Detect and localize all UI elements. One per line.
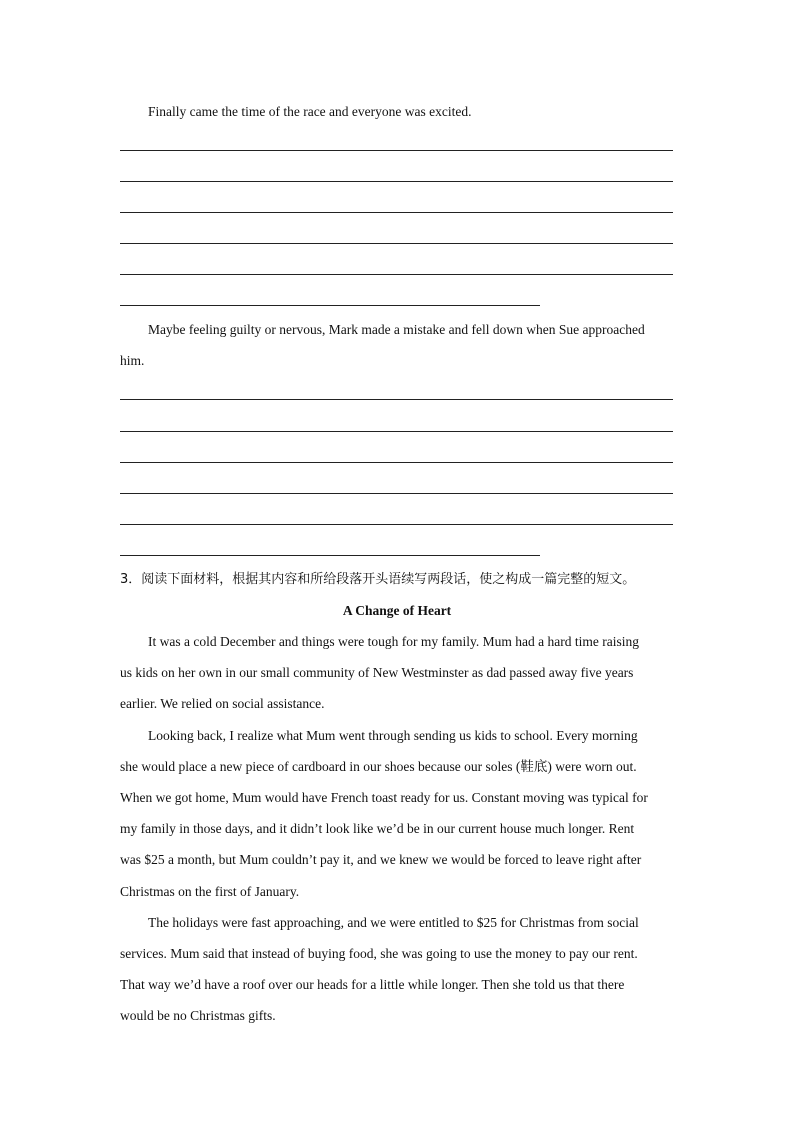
passage-title: A Change of Heart [342,603,452,618]
answer-line [120,431,673,432]
passage-line: she would place a new piece of cardboard in our shoes because our soles (鞋底) were worn out. [120,759,637,774]
passage-line: would be no Christmas gifts. [120,1008,276,1023]
passage-line: It was a cold December and things were tough for my family. Mum had a hard time raising [148,634,639,649]
passage-line: us kids on her own in our small community of New Westminster as dad passed away five years [120,665,634,680]
passage-line: When we got home, Mum would have French toast ready for us. Constant moving was typical for [120,790,648,805]
passage-line: my family in those days, and it didn’t look like we’d be in our current house much longer. Rent [120,821,635,836]
question-3-instruction: 3．阅读下面材料，根据其内容和所给段落开头语续写两段话，使之构成一篇完整的短文。 [120,572,636,587]
passage-line: was $25 a month, but Mum couldn’t pay it, and we knew we would be forced to leave right after [120,852,642,867]
answer-line [120,274,673,275]
answer-line [120,524,673,525]
passage-line: services. Mum said that instead of buying food, she was going to use the money to pay our rent. [120,946,638,961]
prompt-maybe-line1: Maybe feeling guilty or nervous, Mark made a mistake and fell down when Sue approached [148,322,645,337]
prompt-maybe-line2: him. [120,353,145,368]
answer-line [120,181,673,182]
passage-line: Christmas on the first of January. [120,884,300,899]
passage-line: The holidays were fast approaching, and we were entitled to $25 for Christmas from social [148,915,639,930]
answer-line [120,399,673,400]
answer-line [120,493,673,494]
answer-line [120,462,673,463]
answer-line [120,243,673,244]
answer-line [120,555,540,556]
answer-line [120,150,673,151]
answer-line [120,212,673,213]
passage-line: earlier. We relied on social assistance. [120,696,325,711]
passage-line: Looking back, I realize what Mum went through sending us kids to school. Every morning [148,728,638,743]
prompt-finally: Finally came the time of the race and everyone was excited. [148,104,472,119]
passage-line: That way we’d have a roof over our heads for a little while longer. Then she told us that there [120,977,625,992]
answer-line [120,305,540,306]
